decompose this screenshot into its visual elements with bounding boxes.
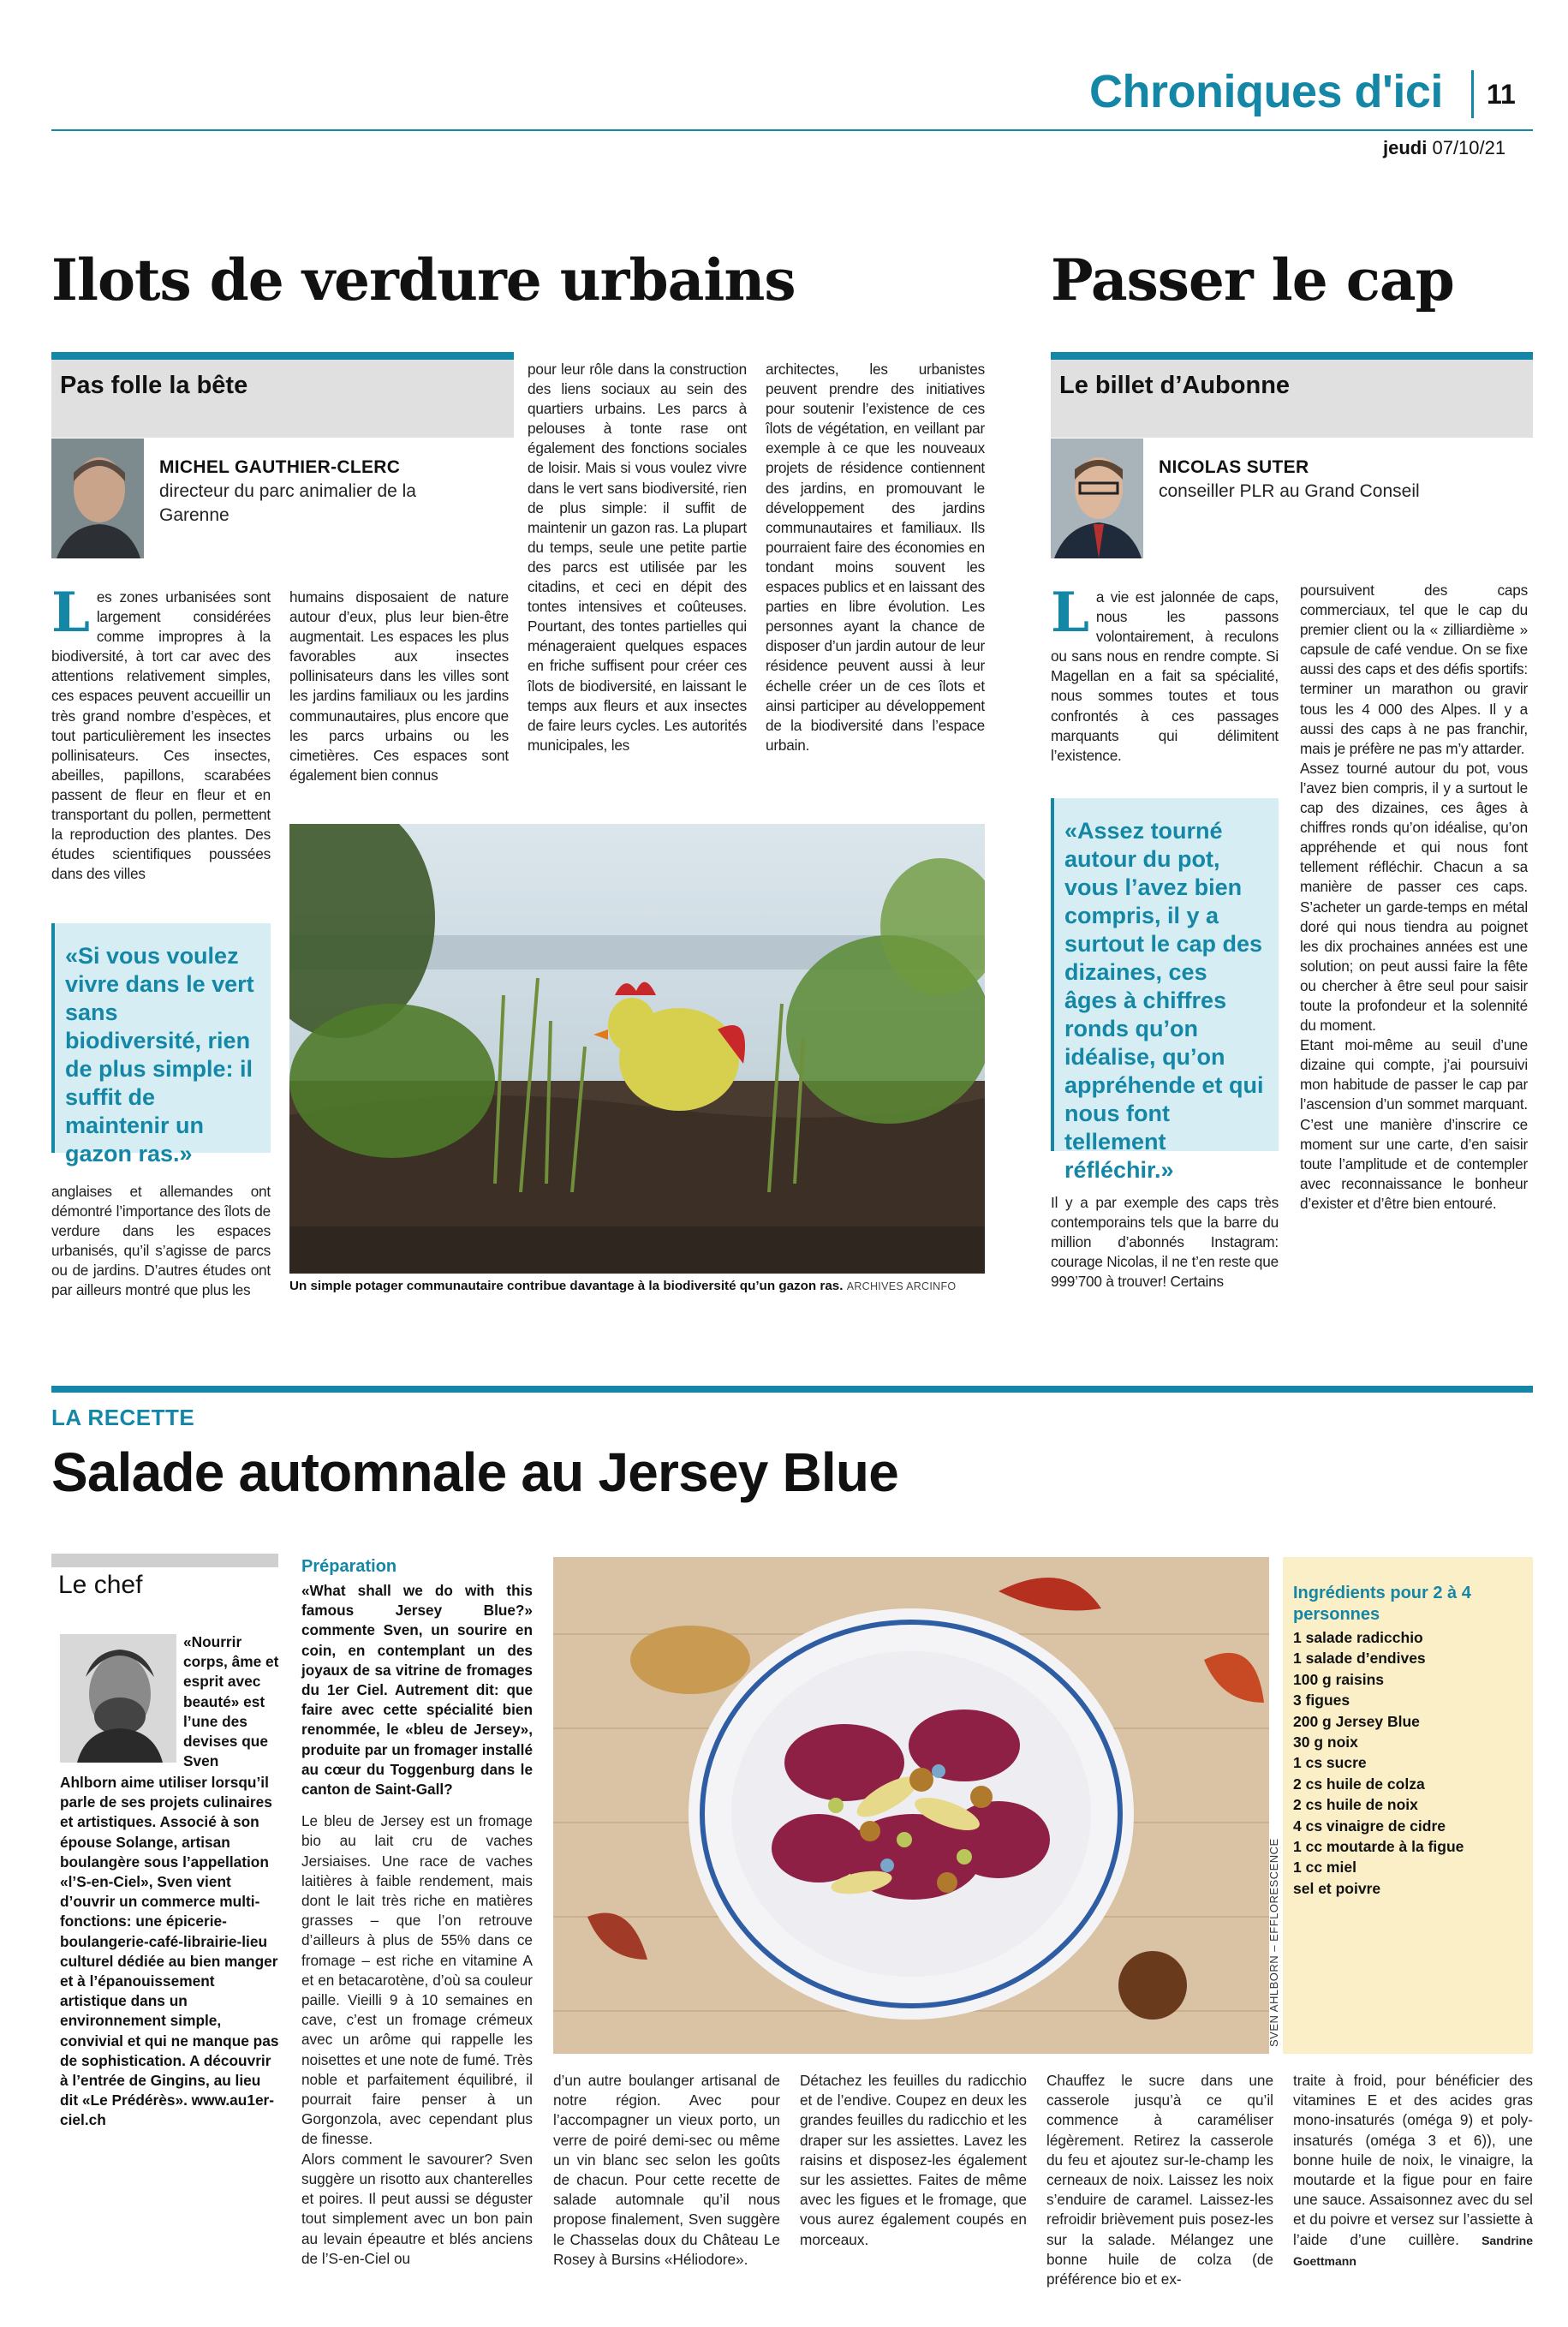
recipe-col3 [800,2071,1027,2250]
ingredient-item: sel et poivre [1293,1879,1381,1897]
prep-lead: «What shall we do with this famous Jersey Blue?» commente Sven, un sourire en coin, en contemplant un des joyaux de sa vitrine de fromages du 1er Ciel. Autrement dit: que faire avec cette spécialité bien renommée, le «bleu de Jersey», produite par un fromager installé au cœur du Toggenburg dans le canton de Saint-Gall? [301,1582,533,1799]
garden-caption-text: Un simple potager communautaire contribue davantage à la biodiversité qu’un gazon ras. [289,1279,844,1293]
ingredients-title: Ingrédients pour 2 à 4 personnes [1293,1584,1471,1624]
ingredient-item: 1 salade radicchio [1293,1629,1423,1646]
ingredient-item: 1 cc moutarde à la figue [1293,1838,1464,1856]
prep-p1: Le bleu de Jersey est un fromage bio au lait cru de vaches Jersiaises. Une race de vaches laitières à faible rendement, mais dont le lait très riche en matières grasses – que l’on retrouve d’ailleurs à plus de 55% dans ce fromage – est riche en vitamine A et en betacarotène, d’où sa couleur paille. Vieilli 9 à 10 semaines en cave, c’est un fromage crémeux avec un arôme qui rappelle les noisettes et une note de fumé. Très noble et parfaitement équilibré, il pourrait faire penser à un Gorgonzola, avec cependant plus de finesse. [301,1812,533,2148]
recipe-signature: Sandrine Goettmann [1293,2233,1533,2268]
issue-date-value: 07/10/21 [1432,137,1506,158]
ingredients-box [1283,1557,1533,2054]
salad-photo-image [553,1557,1269,2054]
recipe-top-rule [51,1386,1533,1393]
article2-col2-p2: Assez tourné autour du pot, vous l’avez bien compris, il y a surtout le cap des dizaines, ces âges à chiffres ronds qu’on idéalise, qu’on appréhende et qui nous font tellement réfléchir. Chacun a sa manière de passer ces caps. S’acheter un garde-temps en métal doré qui nous tiendra au poignet les dix prochaines années est une solution; on peut aussi faire la fête ou chercher à être seul pour saisir toute la profondeur et la solennité du moment. [1300,759,1528,1035]
issue-day: jeudi [1383,137,1428,158]
section-title: Chroniques d'ici [1089,66,1443,117]
prep-label: Préparation [301,1557,397,1576]
article1-col2 [289,588,509,785]
article2-col2-p3: Etant moi-même au seuil d’une dizaine qui compte, j’ai poursuivi mon habitude de passer le cap par l’ascension d’un sommet marquant. C’est une manière d’inscrire ce moment sur une carte, d’en saisir toute l’amplitude et de contempler avec reconnaissance le bonheur d’exister et d’être bien entouré. [1300,1036,1528,1212]
article2-pull-quote [1051,798,1279,1183]
chef-intro-1: «Nourrir corps, âme et esprit avec beauté» est l’une des devises que Sven [183,1633,279,1770]
recipe-col4-text: Chauffez le sucre dans une casserole jusqu’à ce qu’il commence à caraméliser légèrement. Retirez la casserole du feu et ajoutez sur-le-champ les cerneaux de noix. Laissez les noix s’enduire de caramel. Laissez-les refroidir brièvement puis posez-les sur la salade. Mélangez une bonne huile de colza (de préférence bio et ex- [1046,2072,1273,2288]
header-divider [1471,70,1474,118]
author-portrait-icon [1051,439,1143,558]
article1-column-name: Pas folle la bête [60,372,248,399]
issue-date [1383,137,1505,159]
salad-photo-credit: SVEN AHLBORN – EFFLORESCENCE [1267,1838,1280,2047]
article2-col1-continued [1051,1193,1279,1292]
article1-col1-text: es zones urbanisées sont largement considérées comme impropres à la biodiversité, à tort car avec des attentions relativement simples, ces espaces peuvent accueillir un très grand nombre d’espèces, et tout particulièrement les insectes pollinisateurs. Ces insectes, abeilles, papillons, scarabées passent de fleur en fleur et en transportant du pollen, permettent la reproduction des plantes. Des études scientifiques poussées dans des villes [51,588,271,883]
article1-quote-text: «Si vous voulez vivre dans le vert sans biodiversité, rien de plus simple: il suffit de maintenir un gazon ras.» [65,943,254,1166]
recipe-col2-text: d’un autre boulanger artisanal de notre région. Avec pour l’accompagner un vieux porto, un verre de poiré demi-sec ou même un vin blanc sec selon les goûts de chacun. Pour cette recette de salade automnale qu’il nous propose finalement, Sven suggère le Chasselas doux du Château Le Rosey à Bursins «Héliodore». [553,2072,780,2268]
salad-photo [553,1557,1269,2054]
article2-column-bar [1051,352,1533,438]
article2-col1 [1051,581,1279,766]
recipe-col2 [553,2071,780,2270]
ingredient-item: 1 cc miel [1293,1859,1356,1877]
article2-col2-text: poursuivent des caps commerciaux, tel que le cap du premier client ou la « zilliardième » capsule de café vendue. On se fixe aussi des caps et des défis sportifs: terminer un marathon ou gravir tous les 4 000 des Alpes. Il y a aussi des caps à ne pas franchir, mais je préfère ne pas m’y attarder. [1300,582,1528,757]
article2-col1-after-quote: Il y a par exemple des caps très contemporains tels que la barre du million d’abonnés Instagram: courage Nicolas, il ne t’en reste que 999’700 à trouver! Certains [1051,1194,1279,1291]
article2-col1-text: a vie est jalonnée de caps, nous les passons volontairement, à reculons ou sans nous en rendre compte. Si Magellan en a fait sa spécialité, nous sommes toutes et tous confrontés à ces passages marquants qui délimitent l’existence. [1051,588,1279,764]
chef-bar [51,1554,278,1567]
article1-col1-after-quote: anglaises et allemandes ont démontré l’importance des îlots de verdure dans les espaces urbanisés, qu’il s’agisse de parcs ou de jardins. D’autres études ont par ailleurs montré que plus les [51,1183,271,1299]
garden-photo-credit: ARCHIVES ARCINFO [846,1280,957,1292]
article1-author-photo [51,439,144,558]
article1-col2-text: humains disposaient de nature autour d’eux, plus leur bien-être augmentait. Les espaces les plus favorables aux insectes pollinisateurs dans les villes sont les jardins familiaux ou les jardins communautaires, plus encore que les parcs urbains ou les cimetières. Ces espaces sont également bien connus [289,588,509,784]
recipe-col3-text: Détachez les feuilles du radicchio et de l’endive. Coupez en deux les grandes feuilles du radicchio et les draper sur les assiettes. Lavez les raisins et disposez-les également sur les assiettes. Faites de même avec les figues et le fromage, que vous aurez également coupés en morceaux. [800,2072,1027,2248]
ingredient-item: 100 g raisins [1293,1670,1385,1688]
ingredient-item: 3 figues [1293,1692,1350,1709]
garden-photo-image [289,824,985,1274]
ingredient-item: 4 cs vinaigre de cidre [1293,1817,1446,1835]
garden-photo [289,824,985,1274]
article1-col4 [766,360,985,755]
ingredient-item: 2 cs huile de colza [1293,1775,1425,1793]
article1-col4-text: architectes, les urbanistes peuvent prendre des initiatives pour soutenir l’existence de ces îlots de végétation, en veillant par exemple à ce que les nouveaux projets de résidence contiennent des jardins, en promouvant le développement des jardins communautaires et familiaux. Ils pourraient faire des économies en tondant moins souvent les espaces publics et en laissant des parties en libre évolution. Les personnes ayant la chance de disposer d’un jardin autour de leur résidence peuvent aussi à leur échelle créer un de ces îlots et ainsi participer au développement de la biodiversité dans l’espace urbain. [766,361,985,754]
article2-author-name: NICOLAS SUTER [1159,457,1309,477]
ingredient-item: 200 g Jersey Blue [1293,1712,1420,1730]
ingredients-list [1293,1627,1464,1899]
article1-pull-quote [51,923,271,1166]
chef-portrait-icon [60,1634,176,1763]
prep-column [301,1581,533,2269]
article1-author-role: directeur du parc animalier de la Garenne [159,481,416,525]
ingredient-item: 1 salade d’endives [1293,1650,1426,1668]
chef-intro-2: Ahlborn aime utiliser lorsqu’il parle de ses projets culinaires et artistiques. Associé à son épouse Solange, artisan boulangère sous l’appellation «l’S-en-Ciel», Sven vient d’ouvrir un commerce multi-fonctions: une épicerie-boulangerie-café-librairie-lieu culturel dédiée au bien manger et à l’épanouissement artistique dans un environnement simple, convivial et qui ne manque pas de sophistication. A découvrir à l’entrée de Gingins, au lieu dit «Le Prédérès». www.au1er-ciel.ch [60,1774,279,2129]
article1-column-bar [51,352,514,438]
ingredient-item: 30 g noix [1293,1733,1358,1751]
article1-title: Ilots de verdure urbains [51,247,796,313]
article1-dropcap: L [51,581,90,645]
article2-author-role: conseiller PLR au Grand Conseil [1159,481,1420,501]
article2-quote-text: «Assez tourné autour du pot, vous l’avez bien compris, il y a surtout le cap des dizaines, ces âges à chiffres ronds qu’on idéalise, qu’on appréhende et qui nous font tellement réfléchir.» [1064,818,1264,1183]
recipe-col4 [1046,2071,1273,2289]
article2-col2 [1300,581,1528,1214]
recipe-col5 [1293,2071,1533,2271]
article1-col3-text: pour leur rôle dans la construction des liens sociaux au sein des quartiers urbains. Les parcs à pelouses à tonte rase ont également des fonctions sociales de loisir. Mais si vous voulez vivre dans le vert sans biodiversité, rien de plus simple: il suffit de maintenir un gazon ras. La plupart du temps, seule une petite partie des parcs est utilisée par les citadins, et ceci en dépit des tontes intensives et coûteuses. Pourtant, des tontes partielles qui ménageraient quelques espaces en friche suffisent pour créer ces îlots de biodiversité, en laissant le temps aux fleurs et aux insectes de faire leurs cycles. Les autorités municipales, les [528,361,747,754]
header-rule [51,129,1533,131]
ingredient-item: 1 cs sucre [1293,1754,1367,1772]
chef-label: Le chef [58,1571,143,1599]
article2-title: Passer le cap [1051,247,1454,313]
page-number: 11 [1487,79,1516,110]
recipe-col5-text: traite à froid, pour bénéficier des vitamines E et des acides gras mono-insaturés (oméga 9) et poly-insaturés (oméga 3 et 6)), une bonne huile de noix, le vinaigre, la moutarde et la figue pour en faire une sauce. Assaisonnez avec du sel et du poivre et versez sur l’assiette à l’aide d’une cuillère. [1293,2072,1533,2248]
article1-author-name: MICHEL GAUTHIER-CLERC [159,457,401,477]
garden-photo-caption [289,1279,985,1293]
author-portrait-icon [51,439,144,558]
ingredient-item: 2 cs huile de noix [1293,1796,1418,1814]
article2-column-name: Le billet d’Aubonne [1059,372,1291,399]
article1-col1 [51,581,271,884]
recipe-kicker: LA RECETTE [51,1405,195,1430]
article1-col3 [528,360,747,755]
chef-photo [60,1634,176,1763]
recipe-title: Salade automnale au Jersey Blue [51,1441,898,1503]
article2-dropcap: L [1051,581,1089,645]
article2-author-photo [1051,439,1143,558]
article1-col1-continued [51,1182,271,1301]
prep-p2: Alors comment le savourer? Sven suggère un risotto aux chanterelles et poires. Il peut aussi se déguster tout simplement avec un bon pain au levain épeautre et blés anciens de l’S-en-Ciel ou [301,2150,533,2267]
